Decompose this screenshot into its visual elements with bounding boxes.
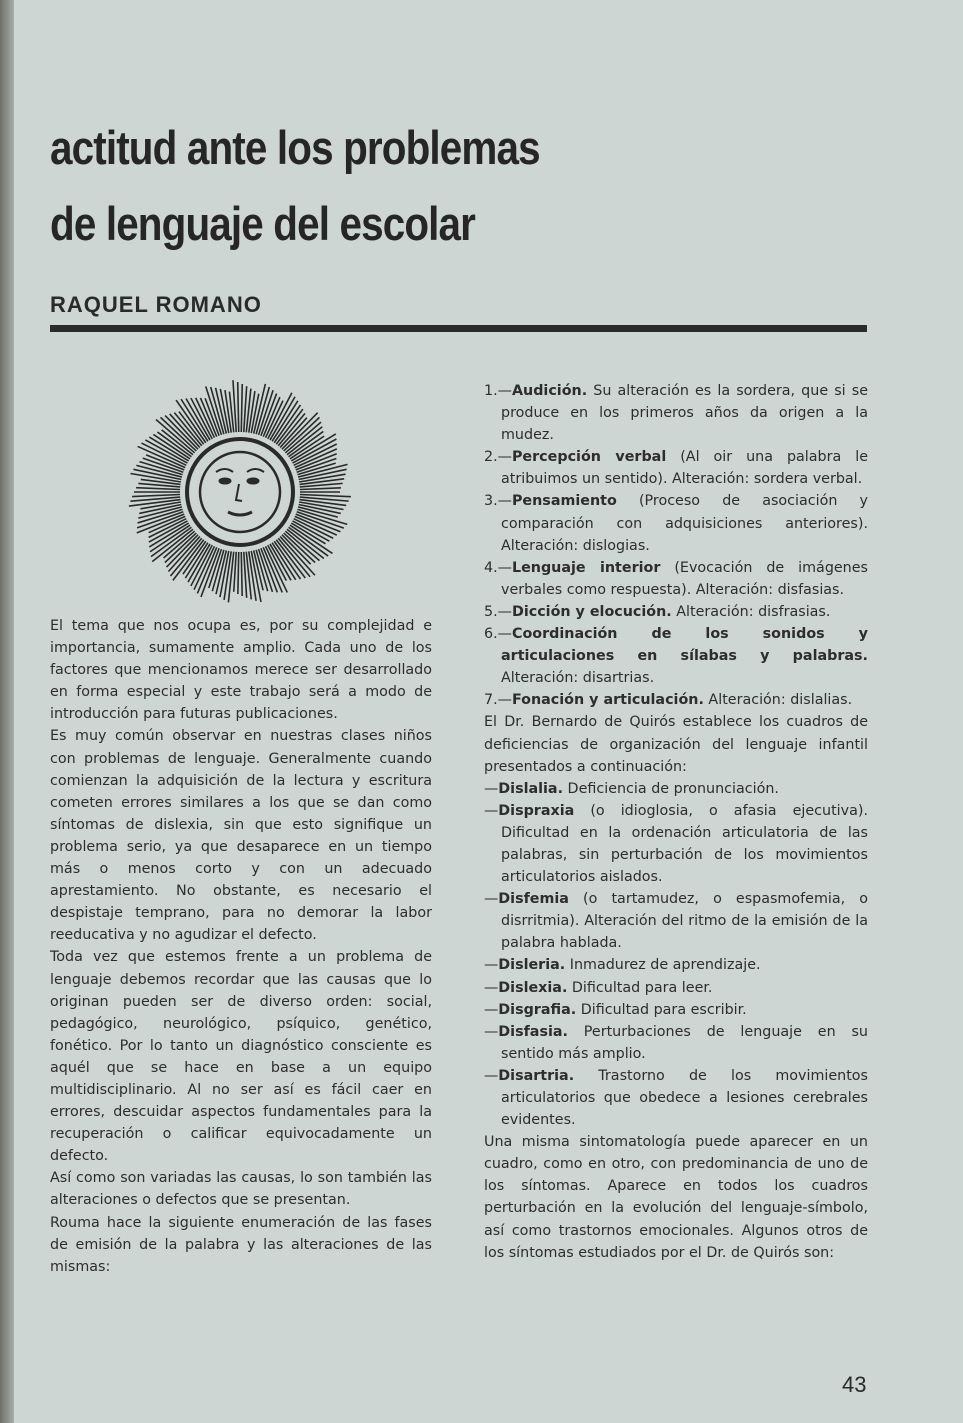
paragraph: Así como son variadas las causas, lo son también las alteraciones o defectos que se presentan. xyxy=(50,1170,432,1209)
quiros-intro: El Dr. Bernardo de Quirós establece los cuadros de deficiencias de organización del lenguaje infantil presentados a continuación: xyxy=(484,714,868,775)
title-line-1: actitud ante los problemas xyxy=(50,121,540,174)
phase-item: 6.—Coordinación de los sonidos y articulaciones en sílabas y palabras. Alteración: disartrias. xyxy=(484,626,868,687)
left-column xyxy=(50,615,432,1278)
deficiency-item: —Disgrafia. Dificultad para escribir. xyxy=(484,1001,747,1018)
phase-item: 2.—Percepción verbal (Al oir una palabra le atribuimos un sentido). Alteración: sordera verbal. xyxy=(484,449,868,488)
paragraph: Rouma hace la siguiente enumeración de las fases de emisión de la palabra y las alteraciones de las mismas: xyxy=(50,1214,432,1275)
deficiency-item: —Dislexia. Dificultad para leer. xyxy=(484,979,713,996)
deficiency-item: —Disleria. Inmadurez de aprendizaje. xyxy=(484,957,761,974)
paragraph: El tema que nos ocupa es, por su complejidad e importancia, sumamente amplio. Cada uno de los factores que mencionamos merece ser desarrollado en forma especial y este trabajo será a modo de introducción para futuras publicaciones. xyxy=(50,618,432,723)
article-title xyxy=(50,110,540,262)
page-binding-shadow xyxy=(0,0,14,1423)
right-column xyxy=(484,380,868,1264)
sun-face-illustration xyxy=(128,376,353,608)
deficiency-item: —Dispraxia (o idioglosia, o afasia ejecutiva). Dificultad en la ordenación articulatoria de las palabras, sin perturbación de los movimientos articulatorios aislados. xyxy=(484,802,868,886)
phase-item: 7.—Fonación y articulación. Alteración: dislalias. xyxy=(484,692,853,709)
sun-disc xyxy=(187,439,293,545)
phase-item: 4.—Lenguaje interior (Evocación de imágenes verbales como respuesta). Alteración: disfasias. xyxy=(484,559,868,598)
deficiency-item: —Dislalia. Deficiencia de pronunciación. xyxy=(484,780,779,797)
title-line-2: de lenguaje del escolar xyxy=(50,197,476,250)
deficiency-item: —Disfasia. Perturbaciones de lenguaje en su sentido más amplio. xyxy=(484,1023,868,1062)
paragraph: Toda vez que estemos frente a un problema de lenguaje debemos recordar que las causas que lo originan pueden ser de diverso orden: social, pedagógico, neurológico, psíquico, genético, fonético. Por lo tanto un diagnóstico consciente es aquél que se hace en base a un equipo multidisciplinario. Al no ser así es fácil caer en errores, descuidar aspectos fundamentales para la recuperación o calificar equivocadamente un defecto. xyxy=(50,949,432,1165)
deficiency-item: —Disfemia (o tartamudez, o espasmofemia, o disrritmia). Alteración del ritmo de la emisión de la palabra hablada. xyxy=(484,891,868,952)
closing-paragraph: Una misma sintomatología puede aparecer en un cuadro, como en otro, con predominancia de uno de los síntomas. Aparece en todos los cuadros perturbación en la evolución del lenguaje-símbolo, así como trastornos emocionales. Algunos otros de los síntomas estudiados por el Dr. de Quirós son: xyxy=(484,1134,868,1261)
author-name: RAQUEL ROMANO xyxy=(50,292,262,317)
page-number: 43 xyxy=(842,1372,867,1397)
deficiency-item: —Disartria. Trastorno de los movimientos articulatorios que obedece a lesiones cerebrales evidentes. xyxy=(484,1067,868,1129)
paragraph: Es muy común observar en nuestras clases niños con problemas de lenguaje. Generalmente cuando comienzan la adquisición de la lectura y escritura cometen errores similares a los que se dan como síntomas de dislexia, sin que esto signifique un problema serio, ya que desaparece en un tiempo más o menos corto y con un adecuado aprestamiento. No obstante, es necesario el despistaje temprano, para no demorar la labor reeducativa y no agudizar el defecto. xyxy=(50,728,432,944)
title-rule xyxy=(50,325,867,332)
phase-item: 3.—Pensamiento (Proceso de asociación y comparación con adquisiciones anteriores). Alteración: dislogias. xyxy=(484,493,868,554)
phase-item: 1.—Audición. Su alteración es la sordera, que si se produce en los primeros años da origen a la mudez. xyxy=(484,383,868,444)
phase-item: 5.—Dicción y elocución. Alteración: disfrasias. xyxy=(484,603,831,620)
